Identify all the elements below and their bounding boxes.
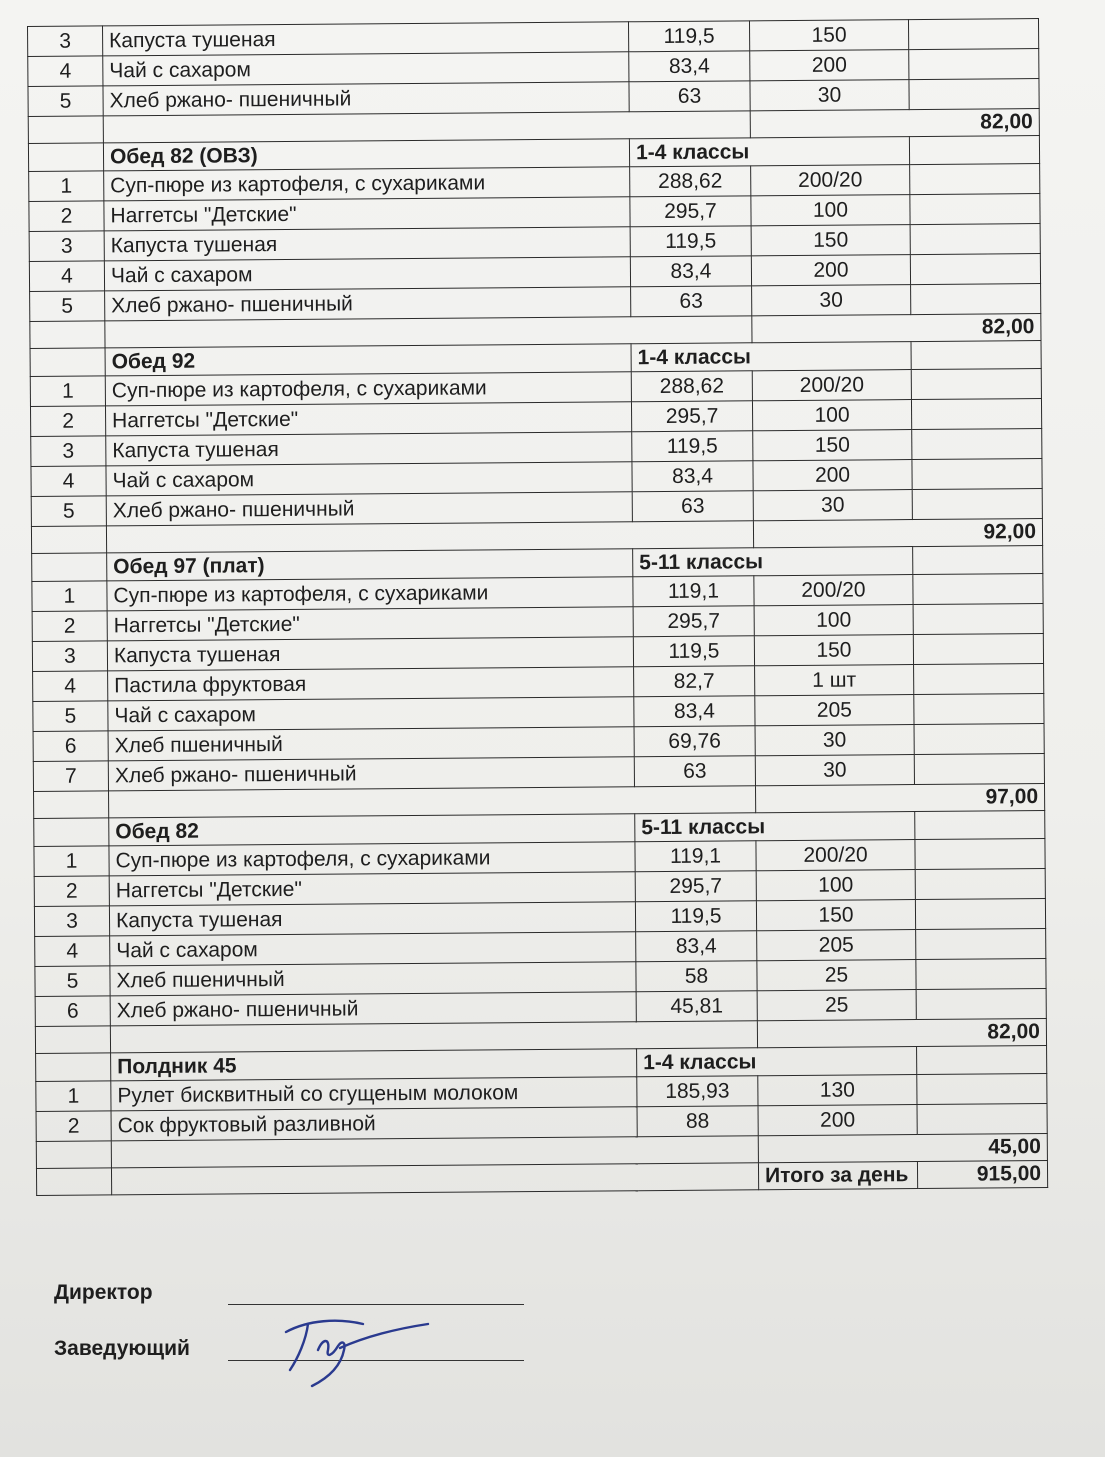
row-number: 4 [33,671,108,702]
row-empty-cell [914,694,1044,725]
row-number: 1 [36,1081,111,1112]
dish-calories: 119,5 [628,21,749,52]
dish-name: Сок фруктовый разливной [111,1107,637,1141]
row-empty-cell [915,899,1045,930]
dish-name: Хлеб ржано- пшеничный [110,992,636,1026]
row-empty-cell [910,194,1040,225]
dish-calories: 119,5 [633,636,754,667]
dish-name: Наггетсы "Детские" [105,402,631,436]
dish-portion: 30 [752,285,911,316]
dish-portion: 200 [758,1105,917,1136]
dish-calories: 82,7 [634,666,755,697]
row-number: 6 [33,731,108,762]
dish-portion: 150 [753,430,912,461]
dish-calories: 295,7 [631,401,752,432]
section-classes: 1-4 классы [637,1047,917,1077]
dish-name: Рулет бисквитный со сгущеным молоком [111,1077,637,1111]
section-total: 82,00 [750,109,1039,138]
row-empty-cell [916,989,1046,1020]
director-signature-line [228,1288,524,1305]
row-number: 3 [34,906,109,937]
row-empty-cell [909,79,1039,110]
dish-portion: 205 [755,695,914,726]
dish-calories: 288,62 [631,371,752,402]
row-empty-cell [911,284,1041,315]
total-row-blank [31,526,106,554]
dish-portion: 200/20 [752,370,911,401]
section-header-empty [917,1046,1047,1075]
row-number: 2 [36,1111,111,1142]
section-header-empty [915,811,1045,840]
dish-name: Чай с сахаром [104,257,630,291]
dish-portion: 130 [758,1075,917,1106]
dish-calories: 69,76 [634,726,755,757]
dish-calories: 63 [632,491,753,522]
dish-name: Капуста тушеная [104,227,630,261]
row-empty-cell [911,399,1041,430]
row-number: 3 [29,231,104,262]
row-number: 3 [28,26,103,57]
dish-name: Хлеб ржано- пшеничный [108,757,634,791]
section-total: 45,00 [758,1134,1047,1163]
row-empty-cell [913,574,1043,605]
section-title: Полдник 45 [111,1049,637,1081]
total-row-blank [30,321,105,349]
row-empty-cell [916,959,1046,990]
row-number: 4 [29,261,104,292]
dish-portion: 205 [757,930,916,961]
dish-calories: 63 [629,81,750,112]
row-empty-cell [912,429,1042,460]
dish-portion: 30 [755,725,914,756]
total-row-blank [35,1026,110,1054]
section-classes: 5-11 классы [635,812,915,842]
dish-portion: 200 [750,50,909,81]
dish-portion: 200 [751,255,910,286]
dish-name: Капуста тушеная [107,637,633,671]
dish-name: Хлеб пшеничный [110,962,636,996]
dish-name: Хлеб ржано- пшеничный [106,492,632,526]
row-empty-cell [912,459,1042,490]
row-number: 7 [33,761,108,792]
dish-calories: 83,4 [636,931,757,962]
row-number: 4 [31,466,106,497]
row-number: 5 [35,966,110,997]
row-number: 5 [31,496,106,527]
dish-calories: 119,1 [635,841,756,872]
row-empty-cell [913,634,1043,665]
row-empty-cell [914,724,1044,755]
row-empty-cell [908,19,1038,50]
dish-name: Пастила фруктовая [108,667,634,701]
row-number: 3 [31,436,106,467]
dish-portion: 150 [754,635,913,666]
row-number: 4 [35,936,110,967]
grand-total-spacer [111,1163,758,1195]
dish-calories: 63 [634,756,755,787]
section-header-empty [909,136,1039,165]
row-empty-cell [915,839,1045,870]
row-empty-cell [910,254,1040,285]
row-empty-cell [912,489,1042,520]
dish-calories: 295,7 [635,871,756,902]
dish-calories: 83,4 [634,696,755,727]
row-number: 2 [34,876,109,907]
row-number: 5 [33,701,108,732]
dish-calories: 83,4 [629,51,750,82]
handwritten-signature [268,1310,438,1390]
dish-calories: 88 [637,1106,758,1137]
dish-name: Чай с сахаром [106,462,632,496]
grand-total-blank [36,1168,111,1196]
section-header-blank [30,348,105,377]
dish-portion: 150 [751,225,910,256]
dish-name: Наггетсы "Детские" [104,197,630,231]
dish-portion: 200/20 [754,575,913,606]
row-number: 1 [34,846,109,877]
dish-portion: 30 [755,755,914,786]
section-total: 82,00 [752,314,1041,343]
dish-portion: 100 [751,195,910,226]
total-row-blank [36,1141,111,1169]
total-row-blank [34,791,109,819]
section-classes: 1-4 классы [629,137,909,167]
row-number: 2 [29,201,104,232]
dish-name: Капуста тушеная [106,432,632,466]
row-empty-cell [914,664,1044,695]
dish-portion: 200 [753,460,912,491]
section-classes: 1-4 классы [631,342,911,372]
dish-calories: 63 [631,286,752,317]
row-number: 2 [32,611,107,642]
dish-name: Суп-пюре из картофеля, с сухариками [104,167,630,201]
dish-name: Суп-пюре из картофеля, с сухариками [105,372,631,406]
dish-name: Капуста тушеная [109,902,635,936]
dish-portion: 25 [757,990,916,1021]
dish-portion: 30 [750,80,909,111]
dish-calories: 288,62 [630,166,751,197]
dish-calories: 119,5 [630,226,751,257]
dish-portion: 200/20 [751,165,910,196]
row-number: 5 [30,291,105,322]
row-empty-cell [917,1104,1047,1135]
dish-portion: 100 [756,870,915,901]
row-empty-cell [916,929,1046,960]
section-header-blank [32,553,107,582]
section-header-empty [911,341,1041,370]
dish-calories: 185,93 [637,1076,758,1107]
menu-table [27,18,1048,1196]
row-number: 1 [29,171,104,202]
section-title: Обед 82 [109,814,635,846]
dish-calories: 295,7 [630,196,751,227]
dish-name: Хлеб пшеничный [108,727,634,761]
row-empty-cell [909,49,1039,80]
row-number: 2 [30,406,105,437]
dish-calories: 58 [636,961,757,992]
menu-table-body [28,19,1048,1196]
dish-portion: 150 [756,900,915,931]
row-empty-cell [914,754,1044,785]
dish-calories: 119,5 [632,431,753,462]
row-number: 5 [28,86,103,117]
dish-portion: 200/20 [756,840,915,871]
dish-name: Чай с сахаром [103,52,629,86]
total-row-blank [28,116,103,144]
dish-portion: 30 [753,490,912,521]
director-label: Директор [54,1281,153,1304]
row-number: 6 [35,996,110,1027]
dish-portion: 100 [754,605,913,636]
row-number: 4 [28,56,103,87]
row-empty-cell [910,164,1040,195]
section-title: Обед 82 (ОВЗ) [103,139,629,171]
section-total: 97,00 [755,784,1044,813]
dish-calories: 83,4 [632,461,753,492]
section-total: 92,00 [753,519,1042,548]
row-empty-cell [915,869,1045,900]
section-header-blank [28,143,103,172]
section-total: 82,00 [757,1019,1046,1048]
dish-name: Суп-пюре из картофеля, с сухариками [107,577,633,611]
dish-calories: 83,4 [630,256,751,287]
row-number: 1 [32,581,107,612]
dish-name: Наггетсы "Детские" [107,607,633,641]
dish-name: Чай с сахаром [110,932,636,966]
row-empty-cell [917,1074,1047,1105]
row-empty-cell [911,369,1041,400]
dish-name: Хлеб ржано- пшеничный [105,287,631,321]
row-number: 3 [32,641,107,672]
section-title: Обед 97 (плат) [107,549,633,581]
section-header-empty [913,546,1043,575]
manager-label: Заведующий [54,1337,190,1360]
dish-name: Капуста тушеная [103,22,629,56]
section-header-blank [34,818,109,847]
dish-name: Наггетсы "Детские" [109,872,635,906]
dish-name: Хлеб ржано- пшеничный [103,82,629,116]
dish-portion: 25 [757,960,916,991]
section-title: Обед 92 [105,344,631,376]
row-number: 1 [30,376,105,407]
dish-calories: 295,7 [633,606,754,637]
dish-name: Суп-пюре из картофеля, с сухариками [109,842,635,876]
dish-portion: 1 шт [755,665,914,696]
dish-calories: 119,1 [633,576,754,607]
dish-name: Чай с сахаром [108,697,634,731]
dish-calories: 45,81 [636,991,757,1022]
section-classes: 5-11 классы [633,547,913,577]
row-empty-cell [913,604,1043,635]
dish-portion: 150 [749,20,908,51]
dish-calories: 119,5 [635,901,756,932]
grand-total-label: Итого за день [758,1162,917,1190]
dish-portion: 100 [752,400,911,431]
section-header-blank [36,1053,111,1082]
row-empty-cell [910,224,1040,255]
grand-total-value: 915,00 [917,1161,1047,1189]
